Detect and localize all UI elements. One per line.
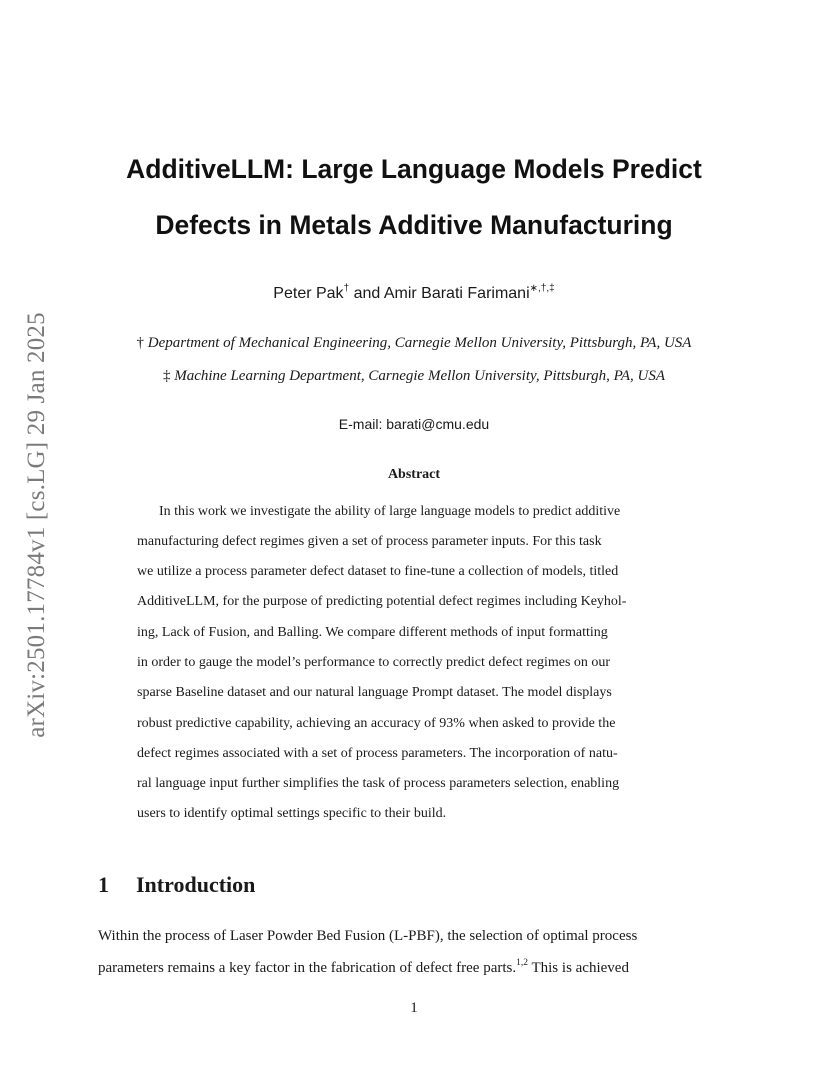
abstract-line: in order to gauge the model’s performance to correctly predict defect regimes on our (137, 655, 611, 670)
body-text: This is achieved (528, 960, 629, 976)
abstract-heading: Abstract (387, 467, 441, 482)
abstract-line: manufacturing defect regimes given a set of process parameter inputs. For this task (137, 534, 602, 549)
section-heading (98, 872, 255, 898)
section-title: Introduction (136, 872, 256, 897)
affiliation-text: Machine Learning Department, Carnegie Mellon University, Pittsburgh, PA, USA (174, 368, 666, 384)
paper-title-line-2: Defects in Metals Additive Manufacturing (155, 210, 673, 240)
abstract-line: sparse Baseline dataset and our natural language Prompt dataset. The model displays (137, 685, 612, 700)
abstract-line: In this work we investigate the ability of large language models to predict additive (159, 504, 621, 519)
abstract-line: defect regimes associated with a set of process parameters. The incorporation of natu- (137, 746, 618, 761)
contact-email (100, 416, 728, 432)
affiliation-mark: † (136, 335, 145, 351)
abstract-line: ral language input further simplifies the task of process parameters selection, enabling (137, 776, 620, 791)
abstract-line: we utilize a process parameter defect dataset to fine-tune a collection of models, titled (137, 564, 619, 579)
abstract-line: ing, Lack of Fusion, and Balling. We compare different methods of input formatting (137, 625, 608, 640)
arxiv-stamp: arXiv:2501.17784v1 [cs.LG] 29 Jan 2025 (23, 312, 50, 738)
email-address[interactable]: barati@cmu.edu (386, 416, 490, 432)
email-label: E-mail: (338, 416, 383, 432)
abstract-line: AdditiveLLM, for the purpose of predicting potential defect regimes including Keyhol- (137, 594, 627, 609)
author-name: Peter Pak (273, 285, 344, 302)
body-text-line (98, 960, 629, 977)
abstract-line: robust predictive capability, achieving an accuracy of 93% when asked to provide the (137, 716, 616, 731)
page-number: 1 (410, 1000, 418, 1016)
author-affiliation-mark: † (343, 283, 350, 294)
body-text: parameters remains a key factor in the fabrication of defect free parts. (98, 960, 517, 976)
abstract-line: users to identify optimal settings specific to their build. (137, 806, 447, 821)
affiliation (60, 335, 768, 352)
affiliation (60, 368, 768, 385)
body-text-line: Within the process of Laser Powder Bed Fusion (L-PBF), the selection of optimal process (98, 928, 638, 944)
section-number: 1 (98, 872, 109, 897)
citation-ref[interactable]: 1,2 (516, 958, 528, 968)
affiliation-text: Department of Mechanical Engineering, Carnegie Mellon University, Pittsburgh, PA, USA (147, 335, 692, 351)
paper-title-line-1: AdditiveLLM: Large Language Models Predict (126, 154, 702, 184)
author-name: Amir Barati Farimani (383, 285, 530, 302)
affiliation-mark: ‡ (162, 368, 171, 384)
author-separator: and (349, 285, 384, 302)
author-affiliation-mark: ∗,†,‡ (529, 283, 555, 294)
author-list (100, 285, 728, 303)
